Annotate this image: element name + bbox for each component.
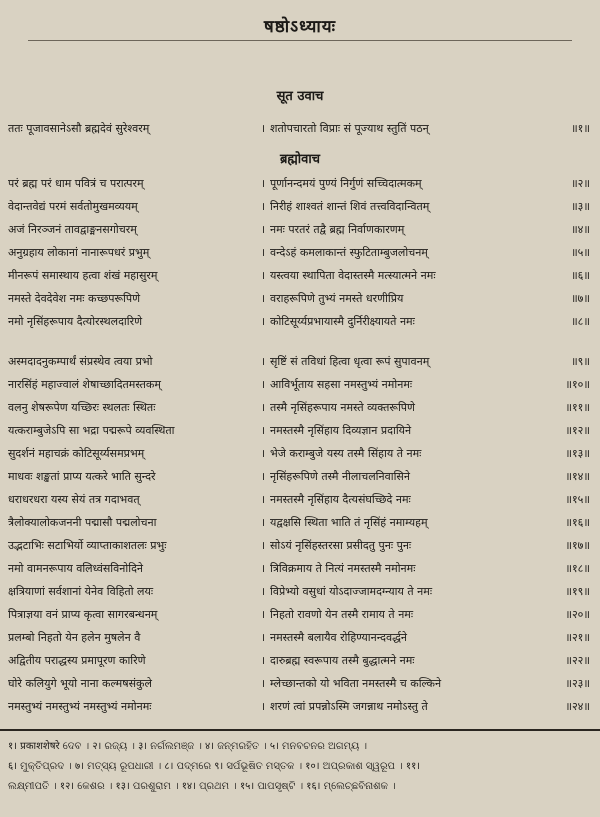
verse-row [0, 650, 600, 672]
verse-separator: । [260, 585, 266, 598]
verse-number: ॥११॥ [565, 401, 590, 414]
verse-separator: । [260, 562, 266, 575]
verse-row [0, 581, 600, 603]
verse-row [0, 118, 600, 140]
verse-second-half: नमस्तस्मै बलायैव रोहिण्यानन्दवर्द्धने [270, 631, 408, 644]
verse-number: ॥२०॥ [565, 608, 590, 621]
verse-first-half: प्रलम्बो निहतो येन हलेन मुषलेन वै [8, 631, 141, 644]
verse-first-half: पित्राज्ञया वनं प्राप्य कृत्वा सागरबन्धनम् [8, 608, 158, 621]
verse-row [0, 443, 600, 465]
verse-number: ॥४॥ [571, 223, 590, 236]
verse-number: ॥२२॥ [565, 654, 590, 667]
verse-second-half: आविर्भूताय सहसा नमस्तुभ्यं नमोनमः [270, 378, 413, 391]
verse-second-half: वन्देऽहं कमलाकान्तं स्फुटिताम्बुजलोचनम् [270, 246, 428, 259]
verse-separator: । [260, 447, 266, 460]
verse-first-half: क्षत्रियाणां सर्वशानां येनेव विहितो लयः [8, 585, 154, 598]
title-divider [28, 40, 572, 41]
verse-separator: । [260, 223, 266, 236]
verse-separator: । [260, 654, 266, 667]
verse-row [0, 420, 600, 442]
verse-number: ॥१६॥ [565, 516, 590, 529]
verse-separator: । [260, 608, 266, 621]
verse-row [0, 558, 600, 580]
verse-first-half: सुदर्शनं महाचक्रं कोटिसूर्य्यसमप्रभम् [8, 447, 145, 460]
footnote-line: ଲକ୍ଷ୍ମୀପତି । १२। କେଶର । १३। ପରଶୁରାମ । १४। ପ୍ରଥମ । १५। ପାପସୃଷ୍ଟି । १६। ମ୍ଲେଚ୍ଛବିନାଶକ । [8, 781, 396, 792]
verse-number: ॥१३॥ [565, 447, 590, 460]
verse-first-half: घोरे कलियुगे भूयो नाना कल्मषसंकुले [8, 677, 152, 690]
verse-separator: । [260, 470, 266, 483]
verse-number: ॥१९॥ [565, 585, 590, 598]
verse-first-half: यत्कराम्बुजेऽपि सा भद्रा पद्मरूपे व्यवस्थिता [8, 424, 175, 437]
verse-second-half: शतोपचारतो विप्राः सं पूज्याथ स्तुतिं पठन् [270, 122, 429, 135]
verse-row [0, 288, 600, 310]
verse-row [0, 374, 600, 396]
verse-second-half: नमः परतरं तद्वै ब्रह्म निर्वाणकारणम् [270, 223, 405, 236]
footnote-line: १। प्रकाशशेषरे ଦେବ । २। ରଜ୍ୟ । ३। ନର୍ଗଲମଞ୍ଜ । ४। ଜନ୍ମରହିତ । ५। ମନବଚନର ଅଗମ୍ୟ । [8, 741, 367, 752]
verse-row [0, 673, 600, 695]
verse-second-half: सोऽयं नृसिंहस्तरसा प्रसीदतु पुनः पुनः [270, 539, 412, 552]
verse-number: ॥३॥ [571, 200, 590, 213]
verse-number: ॥६॥ [571, 269, 590, 282]
verse-separator: । [260, 539, 266, 552]
verse-separator: । [260, 200, 266, 213]
footnotes [8, 737, 592, 797]
verse-second-half: नमस्तस्मै नृसिंहाय दिव्यज्ञान प्रदायिने [270, 424, 412, 437]
verse-second-half: निहतो रावणो येन तस्मै रामाय ते नमः [270, 608, 414, 621]
verse-number: ॥१॥ [571, 122, 590, 135]
verse-row [0, 489, 600, 511]
verse-number: ॥९॥ [571, 355, 590, 368]
verse-first-half: अनुग्रहाय लोकानां नानारूपधरं प्रभुम् [8, 246, 150, 259]
verse-number: ॥२॥ [571, 177, 590, 190]
verse-number: ॥१४॥ [565, 470, 590, 483]
verse-first-half: ततः पूजावसानेऽसौ ब्रह्मदेवं सुरेश्वरम् [8, 122, 150, 135]
verse-second-half: विप्रेभ्यो वसुधां योऽदाज्जामदग्न्याय ते नमः [270, 585, 433, 598]
verse-first-half: वेदान्तवेद्यं परमं सर्वतोमुखमव्ययम् [8, 200, 138, 213]
verse-separator: । [260, 177, 266, 190]
verse-separator: । [260, 700, 266, 713]
section-heading-suta: सूत उवाच [276, 89, 324, 104]
verse-separator: । [260, 493, 266, 506]
verse-row [0, 466, 600, 488]
verse-first-half: अद्वितीय पराद्धस्य प्रमापूरण कारिणे [8, 654, 146, 667]
verse-second-half: पूर्णानन्दमयं पुण्यं निर्गुणं सच्चिदात्मकम् [270, 177, 422, 190]
section-heading-brahma: ब्रह्मोवाच [279, 152, 321, 167]
verse-separator: । [260, 516, 266, 529]
verse-separator: । [260, 269, 266, 282]
verse-first-half: वलनु शेषरूपेण यच्छिरः स्थलतः स्थितः [8, 401, 156, 414]
verse-separator: । [260, 246, 266, 259]
verse-second-half: वराहरूपिणे तुभ्यं नमस्ते धरणीप्रिय [270, 292, 404, 305]
verse-row [0, 696, 600, 718]
verse-separator: । [260, 677, 266, 690]
verse-number: ॥८॥ [571, 315, 590, 328]
verse-second-half: नमस्तस्मै नृसिंहाय दैत्यसंघच्छिदे नमः [270, 493, 411, 506]
verse-first-half: उद्भटाभिः सटाभिर्यो व्याप्ताकाशतलः प्रभुः [8, 539, 167, 552]
verse-first-half: परं ब्रह्म परं धाम पवित्रं च परात्परम् [8, 177, 144, 190]
verse-number: ॥२४॥ [565, 700, 590, 713]
verse-row [0, 397, 600, 419]
verse-separator: । [260, 122, 266, 135]
verse-row [0, 196, 600, 218]
verse-first-half: अस्मदादनुकम्पार्थं संप्रस्थेव त्वया प्रभो [8, 355, 153, 368]
verse-row [0, 265, 600, 287]
verse-first-half: मीनरूपं समास्थाय हत्वा शंखं महासुरम् [8, 269, 158, 282]
verse-number: ॥२१॥ [565, 631, 590, 644]
verse-first-half: नारसिंहं महाज्वालं शेषाच्छादितमस्तकम् [8, 378, 161, 391]
verse-separator: । [260, 424, 266, 437]
verse-number: ॥२३॥ [565, 677, 590, 690]
verse-first-half: माधवः शङ्खतां प्राप्य यत्करे भाति सुन्दरे [8, 470, 156, 483]
verse-second-half: दारुब्रह्म स्वरूपाय तस्मै बुद्धात्मने नमः [270, 654, 415, 667]
verse-row [0, 242, 600, 264]
verse-second-half: भेजे कराम्बुजे यस्य तस्मै सिंहाय ते नमः [270, 447, 422, 460]
verse-row [0, 535, 600, 557]
verse-row [0, 311, 600, 333]
verse-second-half: म्लेच्छान्तको यो भविता नमस्तस्मै च कल्किने [270, 677, 442, 690]
verse-first-half: धराधरधरा यस्य सेयं तत्र गदाभवत् [8, 493, 140, 506]
verse-separator: । [260, 292, 266, 305]
verse-number: ॥७॥ [571, 292, 590, 305]
verse-second-half: निरीहं शाश्वतं शान्तं शिवं तत्त्वविदान्वितम् [270, 200, 430, 213]
verse-number: ॥१०॥ [565, 378, 590, 391]
verse-second-half: तस्मै नृसिंहरूपाय नमस्ते व्यक्तरूपिणे [270, 401, 416, 414]
verse-row [0, 604, 600, 626]
verse-first-half: नमस्तुभ्यं नमस्तुभ्यं नमस्तुभ्यं नमोनमः [8, 700, 152, 713]
verse-row [0, 627, 600, 649]
verse-number: ॥५॥ [571, 246, 590, 259]
verse-second-half: कोटिसूर्य्यप्रभायास्मै दुर्निरीक्ष्यायते नमः [270, 315, 415, 328]
footnote-line: ६। ମୁକ୍ତିପ୍ରଦ । ७। ମତ୍ସ୍ୟ ରୂପଧାରୀ । ८। ପଦ୍ମରେ ९। ସର୍ପଭୂଷିତ ମସ୍ତକ । १०। ଅପ୍ରକାଶ ସ୍ୱରୂପ । ११। [8, 761, 421, 772]
chapter-title: षष्ठोऽध्यायः [263, 17, 337, 37]
verse-number: ॥१८॥ [565, 562, 590, 575]
verse-second-half: सृष्टिं सं तविधां हित्वा धृत्वा रूपं सुपावनम् [270, 355, 430, 368]
verse-separator: । [260, 401, 266, 414]
verse-separator: । [260, 631, 266, 644]
verse-second-half: यस्त्वया स्थापिता वेदास्तस्मै मत्स्यात्मने नमः [270, 269, 436, 282]
verse-second-half: नृसिंहरूपिणे तस्मै नीलाचलनिवासिने [270, 470, 410, 483]
verse-row [0, 351, 600, 373]
verse-row [0, 173, 600, 195]
verse-first-half: अजं निरञ्जनं तावद्वाङ्मनसगोचरम् [8, 223, 137, 236]
verse-second-half: यद्वक्षसि स्थिता भाति तं नृसिंहं नमाम्यहम् [270, 516, 428, 529]
verse-number: ॥१७॥ [565, 539, 590, 552]
footnote-divider [0, 729, 600, 731]
verse-row [0, 219, 600, 241]
verse-row [0, 512, 600, 534]
verse-separator: । [260, 355, 266, 368]
verse-first-half: नमस्ते देवदेवेश नमः कच्छपरूपिणे [8, 292, 141, 305]
verse-second-half: त्रिविक्रमाय ते नित्यं नमस्तस्मै नमोनमः [270, 562, 416, 575]
verse-separator: । [260, 315, 266, 328]
verse-first-half: नमो वामनरूपाय वलिध्वंसविनोदिने [8, 562, 144, 575]
verse-first-half: त्रैलोक्यालोकजननी पद्मासौ पद्मलोचना [8, 516, 157, 529]
verse-separator: । [260, 378, 266, 391]
verse-second-half: शरणं त्वां प्रपन्नोऽस्मि जगन्नाथ नमोऽस्तु ते [270, 700, 428, 713]
verse-number: ॥१५॥ [565, 493, 590, 506]
verse-first-half: नमो नृसिंहरूपाय दैत्योरस्थलदारिणे [8, 315, 143, 328]
verse-number: ॥१२॥ [565, 424, 590, 437]
